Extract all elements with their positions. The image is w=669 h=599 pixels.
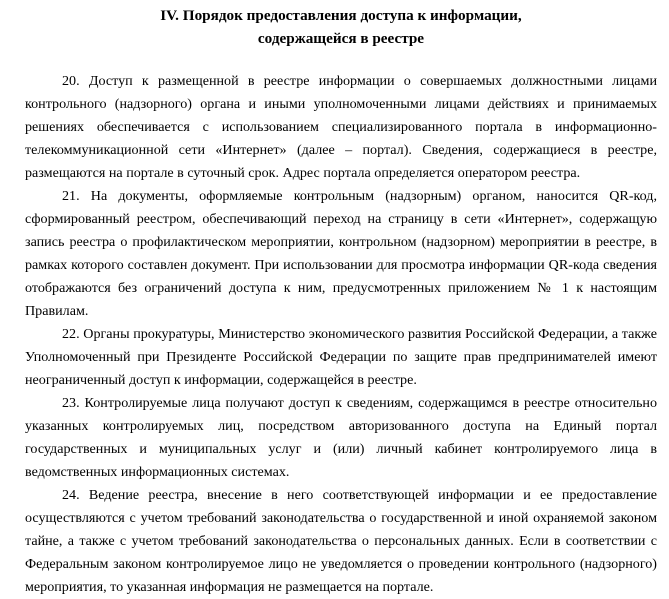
paragraph-20: 20. Доступ к размещенной в реестре информации о совершаемых должностными лицами контрольного (надзорного) органа и иными уполномоченными лицами действиях и принимаемых решениях обеспечивается с использованием специализированного портала в информационно-телекоммуникационной сети «Интернет» (далее – портал). Сведения, содержащиеся в реестре, размещаются на портале в суточный срок. Адрес портала определяется оператором реестра. — [25, 73, 657, 181]
paragraph-24: 24. Ведение реестра, внесение в него соответствующей информации и ее предоставление осуществляются с учетом требований законодательства о государственной и иной охраняемой законом тайне, а также с учетом требований законодательства о персональных данных. Если в соответствии с Федеральным законом контролируемое лицо не уведомляется о проведении контрольного (надзорного) мероприятия, то указанная информация не размещается на портале. — [25, 487, 657, 595]
paragraph-22: 22. Органы прокуратуры, Министерство экономического развития Российской Федерации, а также Уполномоченный при Президенте Российской Федерации по защите прав предпринимателей имеют неограниченный доступ к информации, содержащейся в реестре. — [25, 326, 657, 388]
paragraph-21: 21. На документы, оформляемые контрольным (надзорным) органом, наносится QR-код, сформированный реестром, обеспечивающий переход на страницу в сети «Интернет», содержащую запись реестра о профилактическом мероприятии, контрольном (надзорном) мероприятии в реестре, в рамках которого составлен документ. При использовании для просмотра информации QR-кода сведения отображаются без ограничений доступа к ним, предусмотренных приложением № 1 к настоящим Правилам. — [25, 188, 657, 319]
section-title-line-2: содержащейся в реестре — [257, 30, 425, 47]
paragraph-23: 23. Контролируемые лица получают доступ к сведениям, содержащимся в реестре относительно указанных контролируемых лиц, посредством авторизованного доступа на Единый портал государственных и муниципальных услуг и (или) личный кабинет контролируемого лица в ведомственных информационных системах. — [25, 395, 657, 480]
section-heading — [25, 4, 657, 50]
section-title-line-1: IV. Порядок предоставления доступа к информации, — [160, 7, 522, 24]
